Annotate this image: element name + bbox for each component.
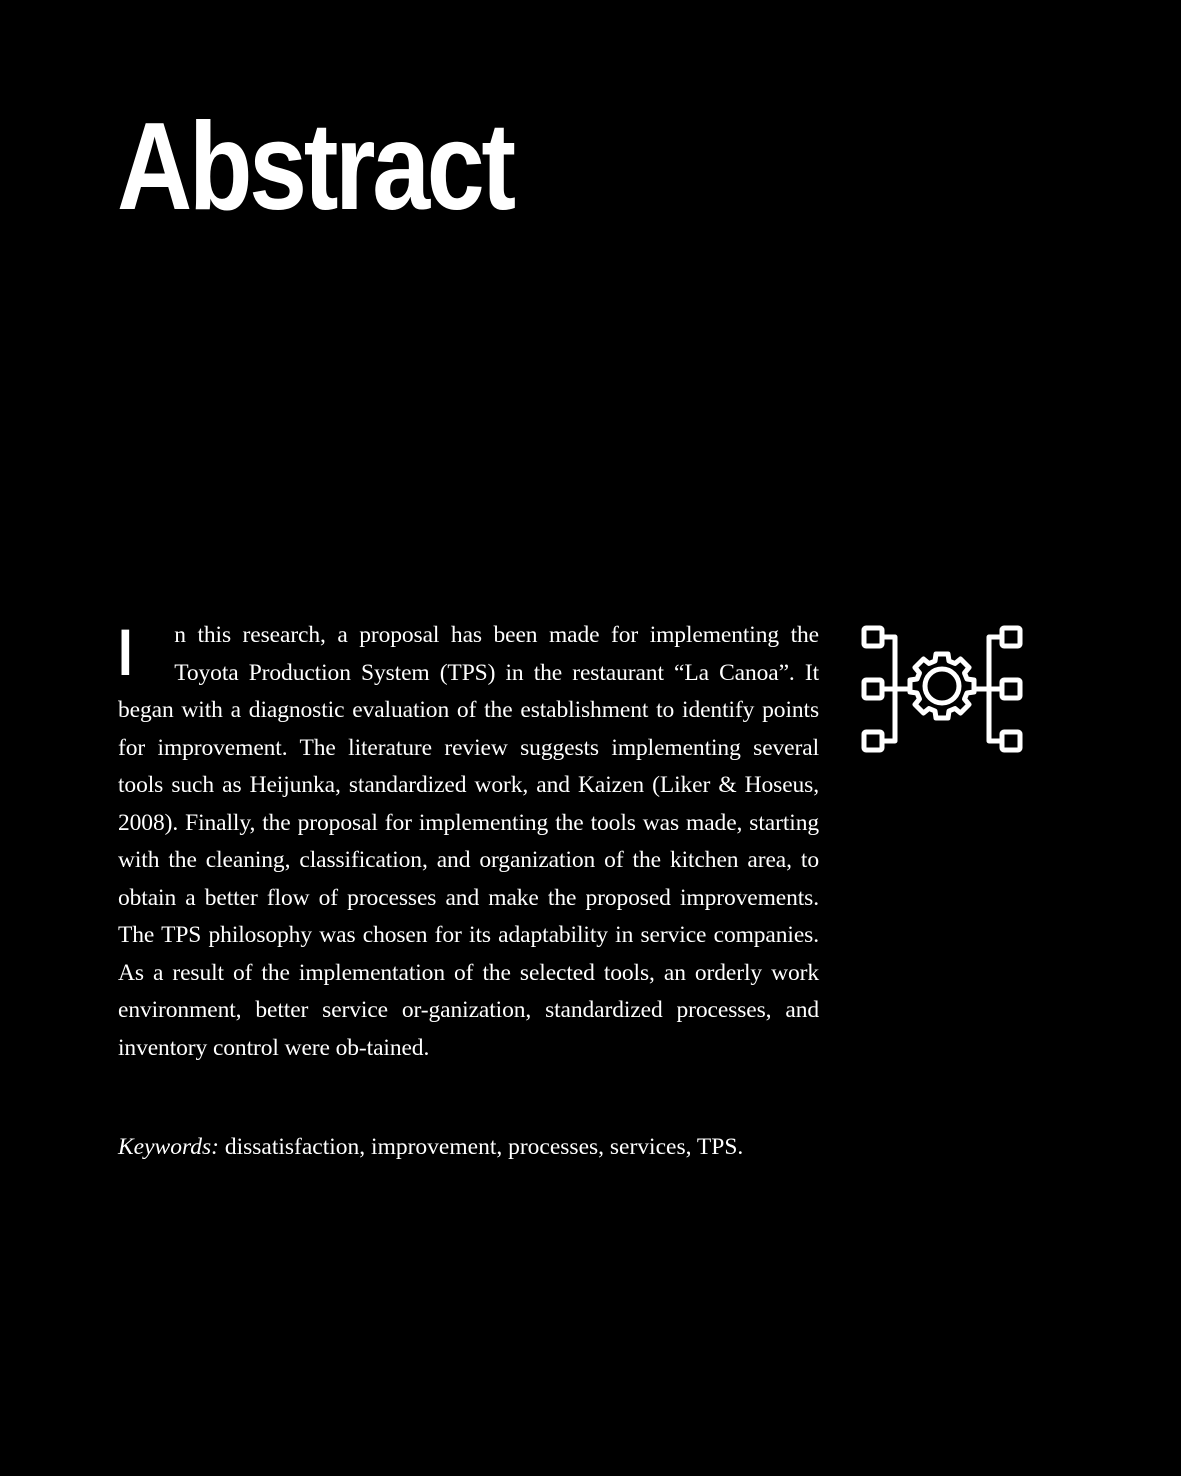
gear-outline [910, 654, 974, 718]
right-box-middle [1002, 680, 1020, 698]
keywords-line [118, 1129, 743, 1167]
gear-hub [925, 669, 959, 703]
left-connector [882, 637, 910, 741]
left-box-middle [864, 680, 882, 698]
drop-cap: I [118, 615, 133, 689]
keywords-text: dissatisfaction, improvement, processes, services, TPS. [218, 1134, 744, 1160]
abstract-paragraph [118, 617, 819, 1067]
right-box-bottom [1002, 732, 1020, 750]
process-gear-icon [858, 622, 1028, 762]
left-box-bottom [864, 732, 882, 750]
left-box-top [864, 628, 882, 646]
right-connector [974, 637, 1002, 741]
keywords-label: Keywords: [118, 1134, 219, 1160]
right-box-top [1002, 628, 1020, 646]
page-title: Abstract [117, 98, 513, 236]
abstract-text: n this research, a proposal has been made for implementing the Toyota Production System (TPS) in the restaurant “La Canoa”. It began with a diagnostic evaluation of the establishment to identify points for improvement. The literature review suggests implementing several tools such as Heijunka, standardized work, and Kaizen (Liker & Hoseus, 2008). Finally, the proposal for implementing the tools was made, starting with the cleaning, classification, and organization of the kitchen area, to obtain a better flow of processes and make the proposed improvements. The TPS philosophy was chosen for its adaptability in service companies. As a result of the implementation of the selected tools, an orderly work environment, better service or-ganization, standardized processes, and inventory control were ob-tained. [118, 622, 819, 1061]
